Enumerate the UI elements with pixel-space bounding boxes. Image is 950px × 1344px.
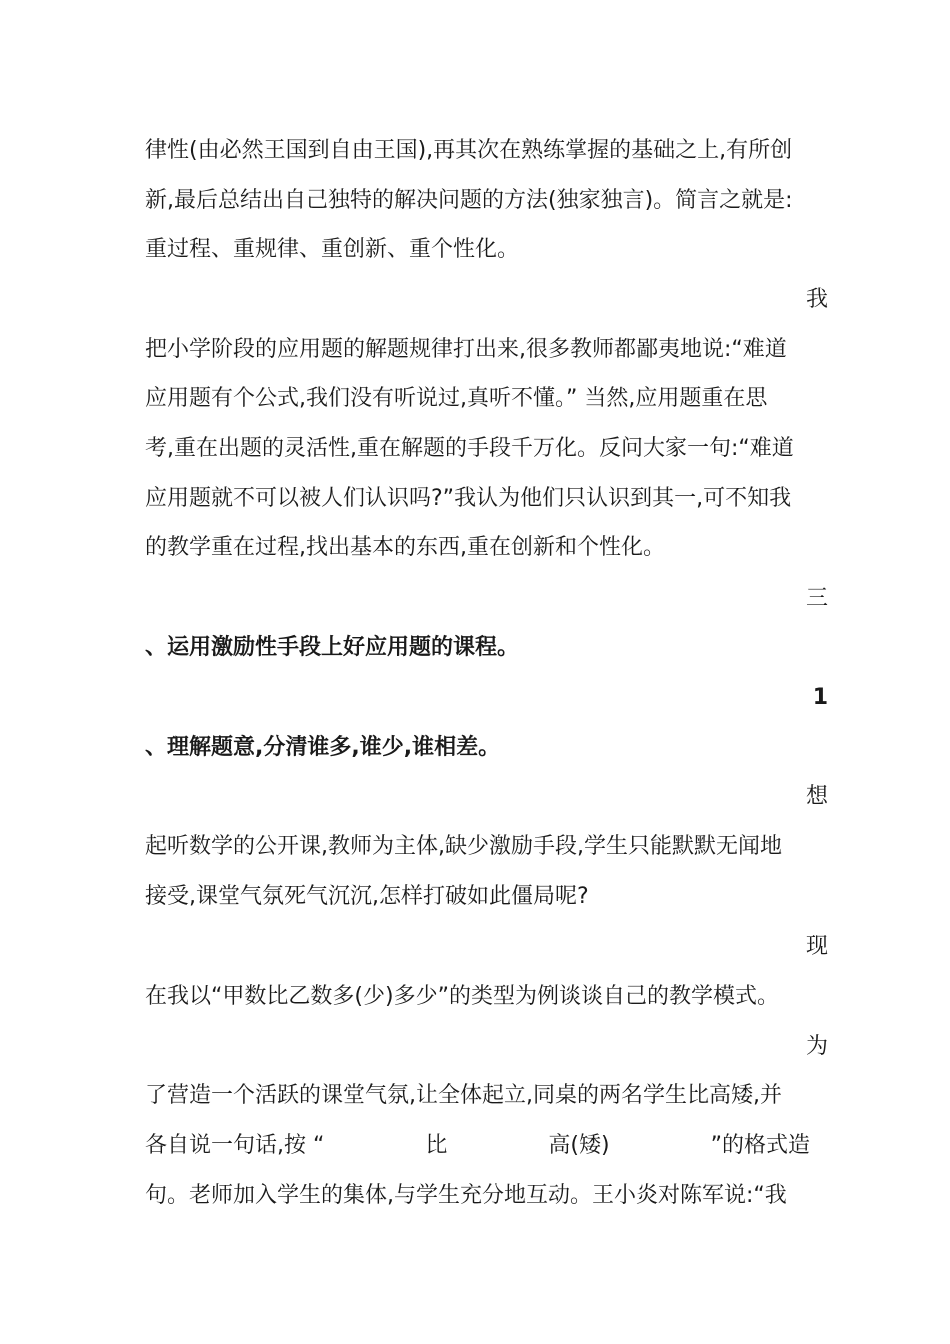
text-fragment: 比	[425, 1133, 448, 1158]
text-line: 应用题就不可以被人们认识吗?”我认为他们只认识到其一,可不知我	[145, 486, 792, 511]
text-line: 把小学阶段的应用题的解题规律打出来,很多教师都鄙夷地说:“难道	[145, 337, 787, 362]
text-line: 句。老师加入学生的集体,与学生充分地互动。王小炎对陈军说:“我	[145, 1183, 787, 1208]
subsection-heading: 、理解题意,分清谁多,谁少,谁相差。	[145, 735, 501, 760]
paragraph-lead-char: 为	[805, 1034, 828, 1059]
text-line-spaced	[145, 1132, 810, 1160]
text-line: 的教学重在过程,找出基本的东西,重在创新和个性化。	[145, 535, 665, 560]
text-line: 接受,课堂气氛死气沉沉,怎样打破如此僵局呢?	[145, 884, 589, 909]
paragraph-lead-char: 我	[805, 287, 828, 312]
subheading-lead-char: 1	[812, 685, 828, 710]
paragraph-lead-char: 想	[805, 784, 828, 809]
text-fragment: 高(矮)	[548, 1133, 610, 1158]
text-line: 起听数学的公开课,教师为主体,缺少激励手段,学生只能默默无闻地	[145, 834, 782, 859]
text-line: 新,最后总结出自己独特的解决问题的方法(独家独言)。简言之就是:	[145, 188, 793, 213]
text-line: 应用题有个公式,我们没有听说过,真听不懂。” 当然,应用题重在思	[145, 386, 768, 411]
text-line: 了营造一个活跃的课堂气氛,让全体起立,同桌的两名学生比高矮,并	[145, 1083, 782, 1108]
text-fragment: ”的格式造	[710, 1133, 810, 1158]
paragraph-lead-char: 现	[805, 934, 828, 959]
text-line: 重过程、重规律、重创新、重个性化。	[145, 237, 520, 262]
heading-lead-char: 三	[805, 586, 828, 611]
text-line: 考,重在出题的灵活性,重在解题的手段千万化。反问大家一句:“难道	[145, 436, 794, 461]
section-heading: 、运用激励性手段上好应用题的课程。	[145, 635, 520, 660]
text-line: 律性(由必然王国到自由王国),再其次在熟练掌握的基础之上,有所创	[145, 138, 793, 163]
text-fragment: 各自说一句话,按 “	[145, 1133, 325, 1158]
text-line: 在我以“甲数比乙数多(少)多少”的类型为例谈谈自己的教学模式。	[145, 984, 779, 1009]
